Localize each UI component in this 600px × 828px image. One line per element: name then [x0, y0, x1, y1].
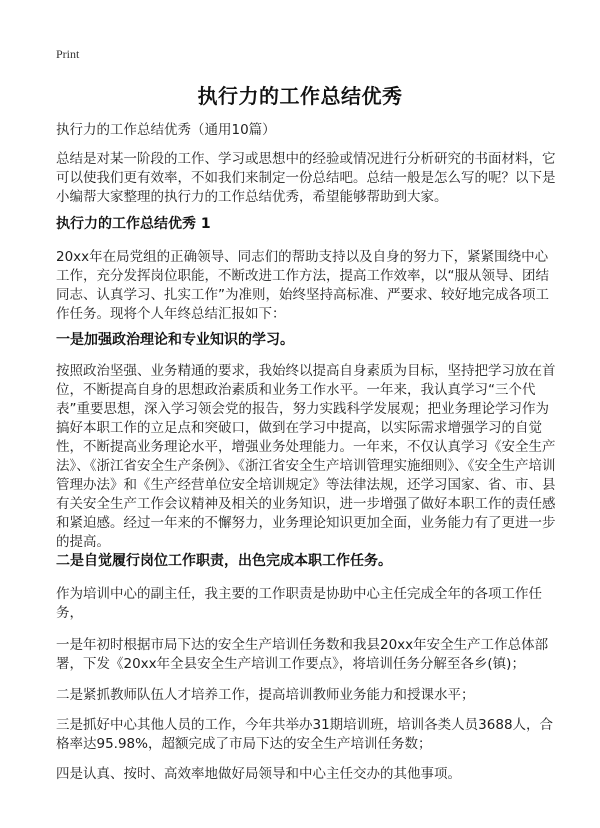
intro-paragraph: 总结是对某一阶段的工作、学习或思想中的经验或情况进行分析研究的书面材料，它可以使我们更有效率，不如我们来制定一份总结吧。总结一般是怎么写的呢？以下是小编帮大家整理的执行力的工作总结优秀，希望能够帮助到大家。	[56, 151, 556, 205]
paragraph-3: 作为培训中心的副主任，我主要的工作职责是协助中心主任完成全年的各项工作任务，	[56, 586, 542, 621]
paragraph-1: 20xx年在局党组的正确领导、同志们的帮助支持以及自身的努力下，紧紧围绕中心工作，充分发挥岗位职能，不断改进工作方法，提高工作效率，以“服从领导、团结同志、认真学习、扎实工作”为准则，始终坚持高标准、严要求、较好地完成各项工作任务。现将个人年终总结汇报如下：	[56, 249, 549, 322]
heading-study: 一是加强政治理论和专业知识的学习。	[56, 332, 294, 348]
paragraph-2: 按照政治坚强、业务精通的要求，我始终以提高自身素质为目标，坚持把学习放在首位，不断提高自身的思想政治素质和业务工作水平。一年来，我认真学习“三个代表”重要思想，深入学习领会党的报告，努力实践科学发展观；把业务理论学习作为搞好本职工作的立足点和突破口，做到在学习中提高，以实际需求增强学习的自觉性，不断提高业务理论水平，增强业务处理能力。一年来，不仅认真学习《安全生产法》、《浙江省安全生产条例》、《浙江省安全生产培训管理实施细则》、《安全生产培训管理办法》和《生产经营单位安全培训规定》等法律法规，还学习国家、省、市、县有关安全生产工作会议精神及相关的业务知识，进一步增强了做好本职工作的责任感和紧迫感。经过一年来的不懈努力，业务理论知识更加全面，业务能力有了更进一步的提高。	[56, 363, 556, 550]
heading-duties: 二是自觉履行岗位工作职责，出色完成本职工作任务。	[56, 553, 392, 569]
document-subtitle: 执行力的工作总结优秀（通用10篇）	[56, 122, 276, 138]
paragraph-4: 一是年初时根据市局下达的安全生产培训任务数和我县20xx年安全生产工作总体部署，下发《20xx年全县安全生产培训工作要点》，将培训任务分解至各乡(镇)；	[56, 637, 549, 672]
paragraph-6: 三是抓好中心其他人员的工作，今年共举办31期培训班，培训各类人员3688人，合格率达95.98%，超额完成了市局下达的安全生产培训任务数；	[56, 717, 554, 752]
section-heading: 执行力的工作总结优秀 1	[56, 216, 211, 232]
page-title: 执行力的工作总结优秀	[197, 84, 403, 108]
paragraph-5: 二是紧抓教师队伍人才培养工作，提高培训教师业务能力和授课水平；	[56, 687, 475, 703]
print-label: Print	[56, 47, 80, 61]
paragraph-7: 四是认真、按时、高效率地做好局领导和中心主任交办的其他事项。	[56, 766, 461, 782]
